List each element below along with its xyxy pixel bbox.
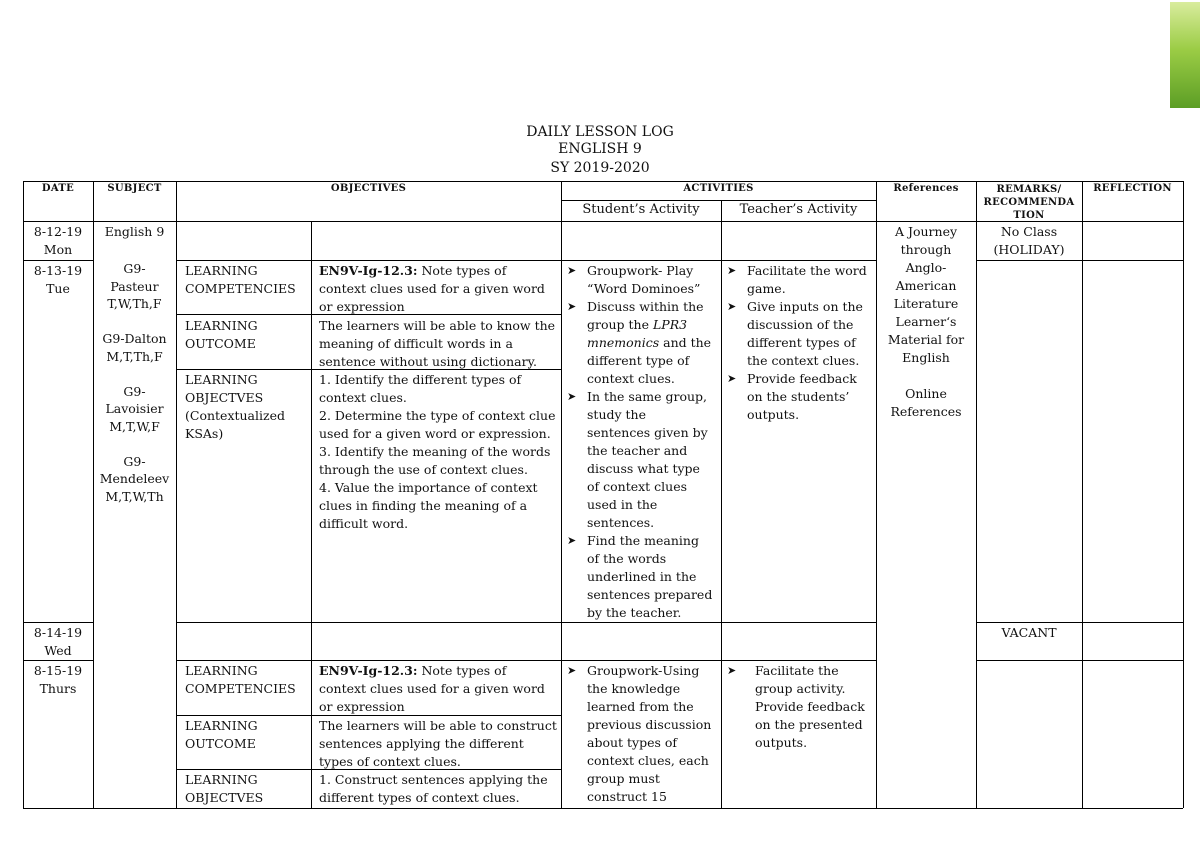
label-line: OBJECTVES — [185, 390, 264, 405]
objective-line: through the use of context clues. — [319, 462, 528, 477]
activity-line: of context clues — [587, 479, 688, 494]
activity-line — [587, 316, 719, 334]
objective-line: used for a given word or expression. — [319, 426, 551, 441]
header-remarks-line: TION — [1013, 210, 1045, 221]
activity-line: the context clues. — [747, 353, 860, 368]
outcome-line: types of context clues. — [319, 754, 461, 769]
label-line: LEARNING — [185, 718, 258, 733]
activity-line: of the words — [587, 551, 667, 566]
section-line: Mendeleev — [99, 471, 170, 486]
day-value: Thurs — [39, 681, 77, 696]
competency-text: Note types of — [421, 263, 507, 278]
activity-line: “Word Dominoes” — [587, 281, 701, 296]
reference-line: Learner‘s — [895, 314, 957, 329]
date-value: 8-13-19 — [33, 263, 83, 278]
arrowhead-bullet-icon: ➤ — [727, 300, 737, 313]
competency-line: context clues used for a given word — [319, 281, 545, 296]
date-value: 8-14-19 — [33, 625, 83, 640]
activity-line: In the same group, — [587, 389, 708, 404]
activity-line: sentences prepared — [587, 587, 713, 602]
activity-line: outputs. — [755, 735, 808, 750]
thu-student-activities — [567, 662, 719, 806]
reference-line: Literature — [893, 296, 959, 311]
thu-objectives — [319, 771, 559, 807]
list-item — [567, 262, 719, 298]
arrowhead-bullet-icon: ➤ — [727, 664, 737, 677]
label-line: OUTCOME — [185, 736, 256, 751]
objective-line: 3. Identify the meaning of the words — [319, 444, 551, 459]
competency-code: EN9V-Ig-12.3: — [319, 263, 418, 278]
label-line: LEARNING — [185, 372, 258, 387]
remark-wed: VACANT — [1001, 625, 1057, 640]
thu-teacher-activities — [727, 662, 875, 752]
activity-line: group activity. — [755, 681, 846, 696]
activity-line: study the — [587, 407, 646, 422]
arrowhead-bullet-icon: ➤ — [727, 264, 737, 277]
document-subject: ENGLISH 9 — [558, 141, 642, 157]
activity-line: discuss what type — [587, 461, 700, 476]
activity-line: group must — [587, 771, 660, 786]
label-learning-competencies — [185, 662, 296, 698]
label-line: LEARNING — [185, 772, 258, 787]
header-reflection: REFLECTION — [1093, 183, 1172, 194]
label-line: LEARNING — [185, 318, 258, 333]
section-line: G9-Dalton — [102, 331, 167, 346]
reference-line: Material for — [887, 332, 965, 347]
list-item — [567, 388, 719, 532]
date-cell-mon — [23, 223, 93, 259]
activity-line: sentences given by — [587, 425, 708, 440]
label-line: OBJECTVES — [185, 790, 264, 805]
remark-line: No Class — [1000, 224, 1058, 239]
subject-cell: English 9 — [104, 224, 165, 239]
label-line: COMPETENCIES — [185, 681, 296, 696]
label-learning-objectives — [185, 771, 263, 807]
arrowhead-bullet-icon: ➤ — [567, 664, 577, 677]
activity-text: group the — [587, 317, 653, 332]
activity-line: Groupwork-Using — [587, 663, 700, 678]
activity-line: Discuss within the — [587, 299, 704, 314]
outcome-line: sentence without using dictionary. — [319, 354, 537, 369]
activity-line: the knowledge — [587, 681, 681, 696]
outcome-line: The learners will be able to construct — [319, 718, 557, 733]
date-cell-wed — [23, 624, 93, 660]
competency-line: or expression — [319, 699, 405, 714]
activity-line: Give inputs on the — [747, 299, 863, 314]
objective-line: different types of context clues. — [319, 790, 520, 805]
section-line: M,T,W,F — [109, 418, 160, 434]
list-item — [727, 262, 875, 298]
header-subject: SUBJECT — [107, 183, 162, 194]
activity-line: different types of — [747, 335, 856, 350]
activity-line: outputs. — [747, 407, 800, 422]
activity-line: Groupwork- Play — [587, 263, 694, 278]
document-school-year: SY 2019-2020 — [550, 160, 650, 176]
remark-line: (HOLIDAY) — [993, 242, 1065, 257]
label-line: LEARNING — [185, 663, 258, 678]
competency-code: EN9V-Ig-12.3: — [319, 663, 418, 678]
activity-line: game. — [747, 281, 786, 296]
activity-line: by the teacher. — [587, 605, 682, 620]
arrowhead-bullet-icon: ➤ — [567, 264, 577, 277]
header-student-activity: Student’s Activity — [582, 202, 700, 217]
outcome-line: The learners will be able to know the — [319, 318, 556, 333]
outcome-line: sentences applying the different — [319, 736, 524, 751]
header-references: References — [893, 183, 959, 194]
label-line: KSAs) — [185, 426, 224, 441]
objective-line: context clues. — [319, 390, 407, 405]
activity-line: the teacher and — [587, 443, 688, 458]
day-value: Mon — [43, 242, 73, 257]
label-line: COMPETENCIES — [185, 281, 296, 296]
objective-line: 4. Value the importance of context — [319, 480, 538, 495]
section-line: G9- — [123, 383, 146, 399]
date-cell-tue — [23, 262, 93, 298]
document-title: DAILY LESSON LOG — [526, 124, 674, 140]
section-list — [93, 260, 176, 505]
arrowhead-bullet-icon: ➤ — [567, 300, 577, 313]
competency-line — [319, 262, 559, 280]
arrowhead-bullet-icon: ➤ — [567, 390, 577, 403]
activity-line: different type of — [587, 353, 690, 368]
reference-line: American — [895, 278, 957, 293]
tue-student-activities — [567, 262, 719, 622]
section-line: G9- — [123, 261, 146, 276]
section-line: M,T,Th,F — [106, 348, 163, 364]
objective-line: 2. Determine the type of context clue — [319, 408, 556, 423]
competency-line — [319, 662, 559, 680]
activity-line: about types of — [587, 735, 678, 750]
objective-line: clues in finding the meaning of a — [319, 498, 528, 513]
date-cell-thu — [23, 662, 93, 698]
arrowhead-bullet-icon: ➤ — [567, 534, 577, 547]
section-line: M,T,W,Th — [105, 488, 164, 504]
date-value: 8-12-19 — [33, 224, 83, 239]
reference-line: Online — [905, 386, 947, 401]
list-item — [567, 298, 719, 388]
activity-text: and the — [659, 335, 712, 350]
activity-line: sentences. — [587, 515, 655, 530]
arrowhead-bullet-icon: ➤ — [727, 372, 737, 385]
label-learning-competencies — [185, 262, 296, 298]
activity-line: context clues. — [587, 371, 675, 386]
activity-emphasis: LPR3 — [652, 317, 688, 332]
competency-line: or expression — [319, 299, 405, 314]
activity-line — [587, 334, 719, 352]
reference-line: A Journey — [894, 224, 958, 239]
objective-line: 1. Identify the different types of — [319, 372, 522, 387]
objective-line: 1. Construct sentences applying the — [319, 772, 548, 787]
day-value: Tue — [46, 281, 70, 296]
activity-line: discussion of the — [747, 317, 854, 332]
activity-line: used in the — [587, 497, 658, 512]
header-activities: ACTIVITIES — [683, 183, 754, 194]
activity-line: Provide feedback — [747, 371, 857, 386]
section-line: G9- — [123, 453, 146, 469]
label-line: LEARNING — [185, 263, 258, 278]
activity-line: context clues, each — [587, 753, 709, 768]
header-remarks-line: RECOMMENDA — [983, 197, 1075, 208]
reference-line: References — [890, 404, 962, 419]
label-line: OUTCOME — [185, 336, 256, 351]
activity-line: Provide feedback — [755, 699, 865, 714]
label-learning-outcome — [185, 717, 258, 753]
competency-text: Note types of — [421, 663, 507, 678]
tue-teacher-activities — [727, 262, 875, 424]
reference-line: Anglo- — [905, 260, 947, 275]
thu-outcome — [319, 717, 559, 771]
day-value: Wed — [44, 643, 72, 658]
label-learning-outcome — [185, 317, 258, 353]
label-line: (Contextualized — [185, 408, 285, 423]
references-cell — [876, 223, 976, 421]
tue-objectives — [319, 371, 559, 533]
activity-line: on the presented — [755, 717, 863, 732]
section-line: Lavoisier — [105, 401, 164, 416]
activity-line: on the students’ — [747, 389, 850, 404]
header-objectives: OBJECTIVES — [330, 183, 407, 194]
reference-line: through — [900, 242, 952, 257]
remark-mon — [976, 223, 1082, 259]
date-value: 8-15-19 — [33, 663, 83, 678]
activity-line: learned from the — [587, 699, 694, 714]
activity-line: Facilitate the word — [747, 263, 867, 278]
activity-emphasis: mnemonics — [587, 335, 660, 350]
list-item — [727, 662, 875, 752]
section-line: T,W,Th,F — [107, 296, 162, 311]
outcome-line: meaning of difficult words in a — [319, 336, 513, 351]
list-item — [727, 370, 875, 424]
list-item — [567, 532, 719, 622]
tue-competency — [319, 262, 559, 316]
reference-line: English — [902, 350, 950, 365]
decorative-green-tab — [1170, 2, 1200, 108]
header-remarks-line: REMARKS/ — [996, 184, 1062, 195]
thu-competency — [319, 662, 559, 716]
tue-outcome — [319, 317, 559, 371]
section-line: Pasteur — [110, 278, 159, 294]
activity-line: underlined in the — [587, 569, 697, 584]
activity-line: Facilitate the — [755, 663, 839, 678]
competency-line: context clues used for a given word — [319, 681, 545, 696]
header-remarks — [976, 183, 1082, 222]
header-date: DATE — [41, 183, 75, 194]
activity-line: Find the meaning — [587, 533, 699, 548]
header-teacher-activity: Teacher’s Activity — [739, 202, 858, 217]
activity-line: construct 15 — [587, 789, 667, 804]
label-learning-objectives — [185, 371, 285, 443]
objective-line: difficult word. — [319, 516, 409, 531]
list-item — [727, 298, 875, 370]
activity-line: previous discussion — [587, 717, 712, 732]
list-item — [567, 662, 719, 806]
